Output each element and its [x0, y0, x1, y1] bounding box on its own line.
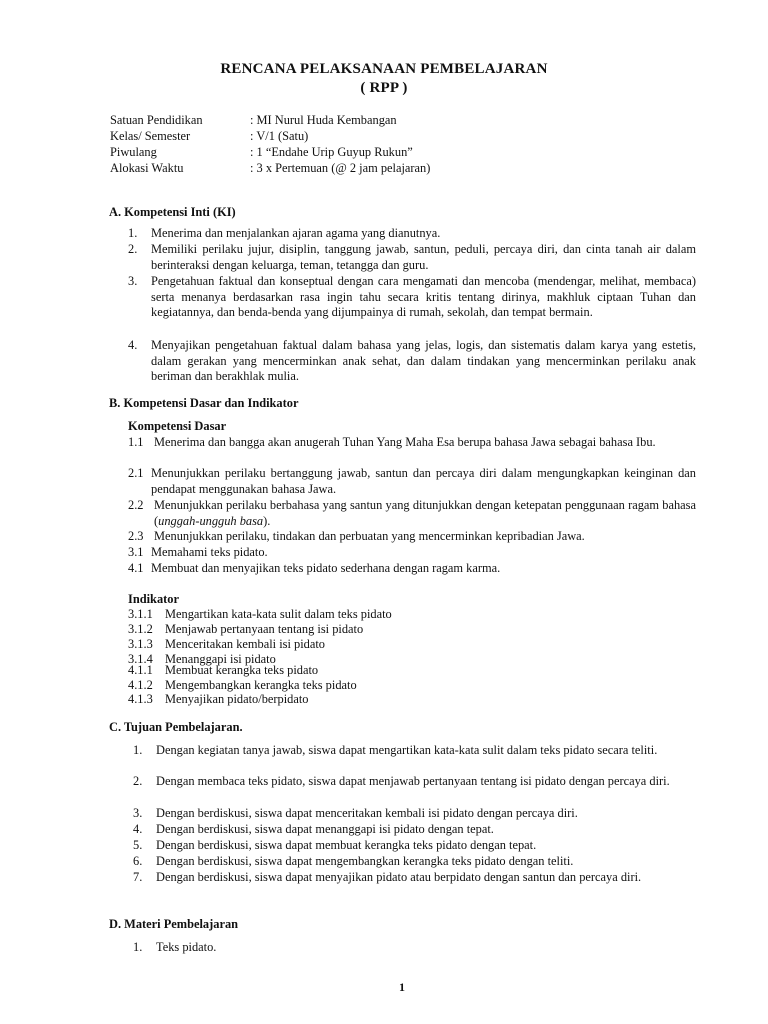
list-number: 2. — [133, 774, 143, 788]
list-number: 2.3 — [128, 529, 144, 543]
identity-label: Satuan Pendidikan — [110, 113, 203, 127]
list-number: 4.1.3 — [128, 692, 153, 706]
list-item: Menunjukkan perilaku berbahasa yang santun yang ditunjukkan dengan ketepatan penggunaan ragam bahasa (unggah-ungguh basa). — [154, 498, 696, 528]
italic-term: unggah-ungguh basa — [158, 513, 264, 528]
list-number: 4.1.2 — [128, 678, 153, 692]
section-c-heading: C. Tujuan Pembelajaran. — [109, 720, 243, 734]
document-title: RENCANA PELAKSANAAN PEMBELAJARAN — [220, 61, 548, 77]
identity-value: : 3 x Pertemuan (@ 2 jam pelajaran) — [250, 161, 431, 175]
list-item: Mengembangkan kerangka teks pidato — [165, 678, 357, 692]
page-number: 1 — [399, 980, 405, 994]
list-item: Menanggapi isi pidato — [165, 652, 276, 666]
list-item: Memiliki perilaku jujur, disiplin, tanggung jawab, santun, peduli, percaya diri, dan cinta tanah air dalam berinteraksi dengan keluarga, teman, tetangga dan guru. — [151, 242, 696, 272]
list-item: Dengan berdiskusi, siswa dapat membuat kerangka teks pidato dengan tepat. — [156, 838, 537, 852]
identity-value: : MI Nurul Huda Kembangan — [250, 113, 397, 127]
list-number: 4.1 — [128, 561, 144, 575]
identity-value: : V/1 (Satu) — [250, 129, 309, 143]
list-number: 4. — [133, 822, 143, 836]
list-item: Menerima dan menjalankan ajaran agama yang dianutnya. — [151, 226, 441, 240]
section-d-heading: D. Materi Pembelajaran — [109, 917, 239, 931]
list-number: 2.2 — [128, 498, 144, 512]
section-b-heading: B. Kompetensi Dasar dan Indikator — [109, 396, 299, 410]
identity-label: Piwulang — [110, 145, 157, 159]
list-number: 3.1.3 — [128, 637, 153, 651]
identity-label: Kelas/ Semester — [110, 129, 191, 143]
list-number: 1. — [133, 743, 143, 757]
list-number: 2. — [128, 242, 138, 256]
identity-value: : 1 “Endahe Urip Guyup Rukun” — [250, 145, 413, 159]
list-item: Dengan berdiskusi, siswa dapat menceritakan kembali isi pidato dengan percaya diri. — [156, 806, 578, 820]
list-item: Menyajikan pengetahuan faktual dalam bahasa yang jelas, logis, dan sistematis dalam karya yang estetis, dalam gerakan yang mencerminkan anak sehat, dan dalam tindakan yang mencerminkan perilaku anak beriman dan berakhlak mulia. — [151, 338, 696, 383]
list-item: Mengartikan kata-kata sulit dalam teks pidato — [165, 607, 392, 621]
list-item: Teks pidato. — [156, 940, 217, 954]
indikator-heading: Indikator — [128, 592, 179, 606]
list-number: 3. — [128, 274, 138, 288]
list-item: Dengan membaca teks pidato, siswa dapat menjawab pertanyaan tentang isi pidato dengan percaya diri. — [156, 774, 670, 788]
list-number: 3.1.2 — [128, 622, 153, 636]
list-item: Menerima dan bangga akan anugerah Tuhan Yang Maha Esa berupa bahasa Jawa sebagai bahasa Ibu. — [154, 435, 656, 449]
section-a-heading: A. Kompetensi Inti (KI) — [109, 205, 236, 219]
list-item: Menyajikan pidato/berpidato — [165, 692, 309, 706]
list-item: Memahami teks pidato. — [151, 545, 268, 559]
list-number: 3.1 — [128, 545, 144, 559]
list-item: Dengan berdiskusi, siswa dapat mengembangkan kerangka teks pidato dengan teliti. — [156, 854, 574, 868]
list-number: 3.1.4 — [128, 652, 153, 666]
list-number: 5. — [133, 838, 143, 852]
list-number: 1.1 — [128, 435, 144, 449]
list-number: 1. — [128, 226, 138, 240]
list-number: 7. — [133, 870, 143, 884]
kompetensi-dasar-heading: Kompetensi Dasar — [128, 419, 227, 433]
list-number: 4.1.1 — [128, 663, 153, 677]
list-item: Dengan kegiatan tanya jawab, siswa dapat mengartikan kata-kata sulit dalam teks pidato secara teliti. — [156, 743, 658, 757]
document-subtitle: ( RPP ) — [360, 80, 408, 96]
list-item: Menunjukkan perilaku, tindakan dan perbuatan yang mencerminkan kepribadian Jawa. — [154, 529, 585, 543]
list-number: 3.1.1 — [128, 607, 153, 621]
list-item: Dengan berdiskusi, siswa dapat menyajikan pidato atau berpidato dengan santun dan percaya diri. — [156, 870, 642, 884]
list-item: Menceritakan kembali isi pidato — [165, 637, 325, 651]
list-item: Dengan berdiskusi, siswa dapat menanggapi isi pidato dengan tepat. — [156, 822, 494, 836]
list-item: Menjawab pertanyaan tentang isi pidato — [165, 622, 364, 636]
list-item: Menunjukkan perilaku bertanggung jawab, santun dan percaya diri dalam mengungkapkan keinginan dan pendapat menggunakan bahasa Jawa. — [151, 466, 696, 496]
list-number: 2.1 — [128, 466, 144, 480]
list-number: 3. — [133, 806, 143, 820]
list-number: 4. — [128, 338, 138, 352]
list-number: 1. — [133, 940, 143, 954]
list-number: 6. — [133, 854, 143, 868]
list-item: Membuat kerangka teks pidato — [165, 663, 319, 677]
list-item: Pengetahuan faktual dan konseptual dengan cara mengamati dan mencoba (mendengar, melihat, membaca) serta menanya berdasarkan rasa ingin tahu secara kritis tentang dirinya, makhluk ciptaan Tuhan dan kegiatannya, dan benda-benda yang dijumpainya di rumah, sekolah, dan tempat bermain. — [151, 274, 696, 319]
list-item: Membuat dan menyajikan teks pidato sederhana dengan ragam karma. — [151, 561, 501, 575]
identity-label: Alokasi Waktu — [110, 161, 184, 175]
